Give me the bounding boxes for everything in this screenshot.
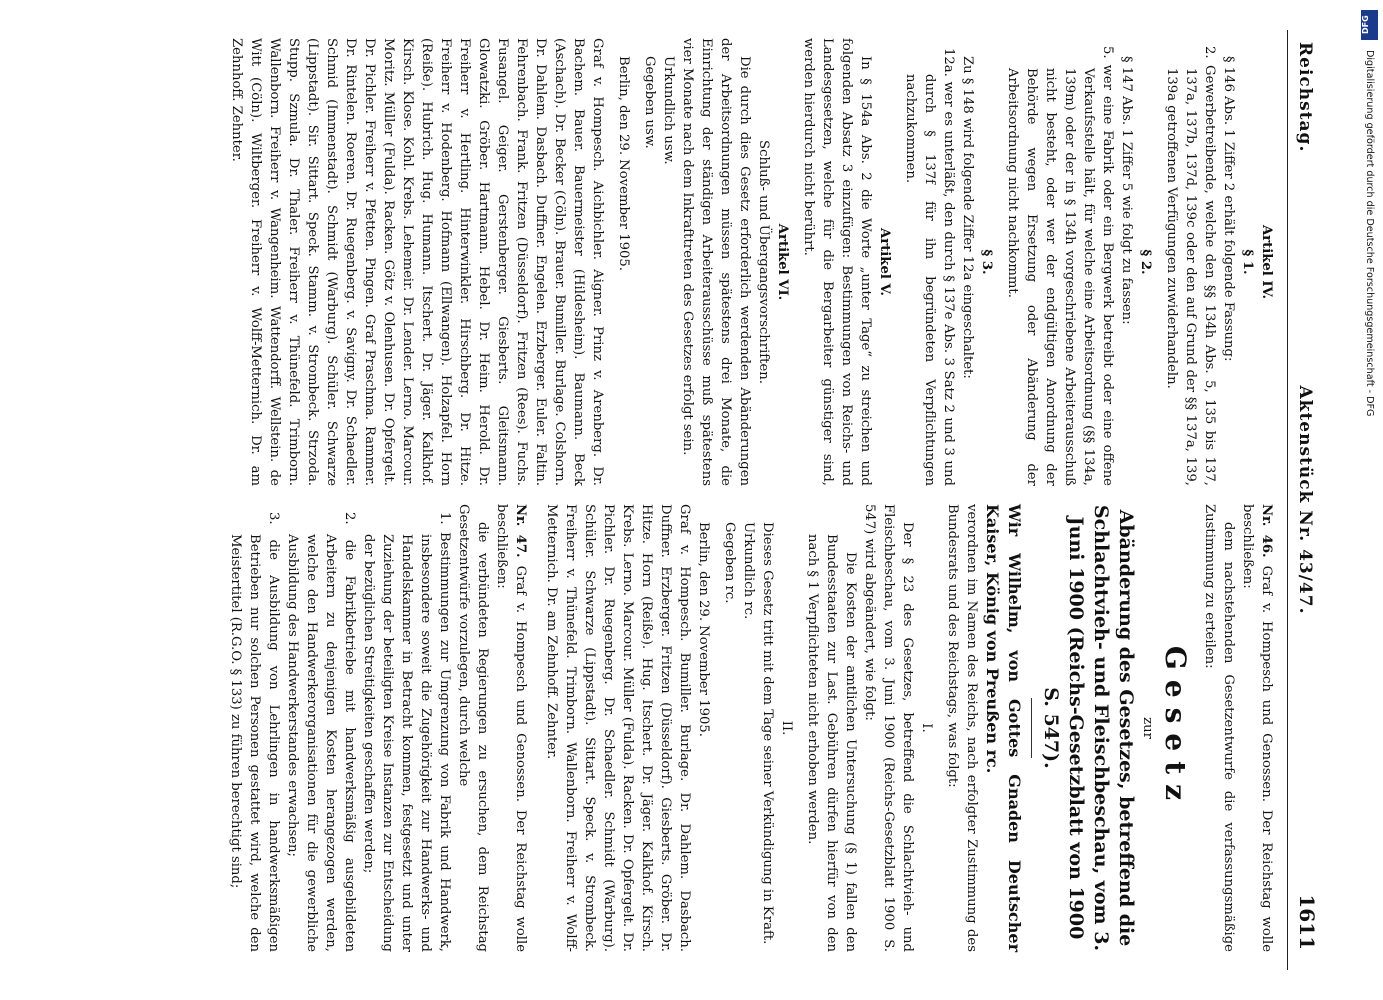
artikel-iv-heading: Artikel IV.: [1259, 224, 1274, 300]
wir-wilhelm: Wir Wilhelm, von Gottes Gnaden Deutscher Kaiser, König von Preußen rc.: [983, 504, 1024, 952]
page-header: [1287, 30, 1320, 970]
divider: [1031, 698, 1032, 758]
roman-ii: II.: [779, 720, 794, 736]
gesetz-title: Gesetz: [1159, 645, 1192, 811]
par-3-intro: Zu § 148 wird folgende Ziffer 12a eingeschaltet:: [960, 56, 975, 379]
gegeben-line: Gegeben usw.: [642, 56, 657, 149]
gegeben-line-right: Gegeben rc.: [722, 522, 737, 604]
law-title: Abänderung des Gesetzes, betreffend die Schlachtvieh- und Fleischbeschau, vom 3. Juni 1900 (Reichs-Gesetzblatt von 1900 S. 547).: [1040, 504, 1137, 952]
zur-word: zur: [1140, 717, 1155, 739]
nr-47-item-1: 1. Bestimmungen zur Umgrenzung von Fabrik und Handwerk, insbesondere soweit die Zugehörigkeit zur Handwerks- und Handelskammer in Betracht kommen, festgesetzt und unter Zuziehung der beteiligten Kreise Instanzen zur Entscheidung der bezüglichen Streitigkeiten geschaffen werden;: [361, 512, 452, 952]
right-column: [226, 504, 1276, 952]
digitization-sidebar: [1358, 10, 1380, 670]
nr-47-text: die verbündeten Regierungen zu ersuchen, dem Reichstag Gesetzentwürfe vorzulegen, durch welche: [456, 504, 490, 952]
nr-46-heading: Nr. 46.: [1259, 504, 1274, 558]
artikel-v-heading: Artikel V.: [877, 228, 892, 296]
nr-46-block: [1238, 504, 1276, 952]
date-line: Berlin, den 29. November 1905.: [616, 56, 631, 271]
date-line-right: Berlin, den 29. November 1905.: [696, 522, 711, 737]
par-2-heading: § 2.: [1138, 249, 1153, 275]
nr-47-item-3: 3. die Ausbildung von Lehrlingen in handwerksmäßigen Betrieben nur solchen Personen gestattet wird, welche den Meistertitel (R.G.O. § 133) zu führen berechtigt sind;: [228, 512, 281, 952]
artikel-vi-subheading: Schluß- und Übergangsvorschriften.: [756, 140, 771, 384]
document-page: [20, 30, 1320, 970]
par-1-heading: § 1.: [1240, 249, 1255, 275]
nr-47-heading: Nr. 47.: [513, 504, 528, 558]
par-1-intro: § 146 Abs. 1 Ziffer 2 erhält folgende Fassung:: [1221, 56, 1236, 362]
artikel-vi-text: Die durch dies Gesetz erforderlich werdenden Abänderungen der Arbeitsordnungen müssen spätestens drei Monate, die Einrichtung der ständigen Arbeiterausschüsse muß spätestens vier Monate nach dem Inkrafttreten des Gesetzes erfolgt sein.: [680, 38, 752, 486]
left-column: [227, 38, 1276, 486]
roman-i: I.: [919, 723, 934, 733]
par-1-item: 2. Gewerbetreibende, welche den §§ 134h Abs. 5, 135 bis 137, 137a, 137b, 137d, 139c oder den auf Grund der §§ 137a, 139, 139a getroffenen Verfügungen zuwiderhandeln.: [1164, 46, 1217, 486]
dfg-logo: DFG: [1361, 10, 1378, 40]
urkundlich-line: Urkundlich usw.: [661, 56, 676, 165]
header-left: Reichstag.: [1295, 42, 1315, 153]
section-1-text: Der § 23 des Gesetzes, betreffend die Schlachtvieh- und Fleischbeschau, vom 3. Juni 1900 (Reichs-Gesetzblatt 1900 S. 547) wird abgeändert, wie folgt:: [862, 504, 915, 952]
par-3-heading: § 3.: [979, 249, 994, 275]
signatories-list: Graf v. Hompesch. Aichbichler. Aigner. Prinz v. Arenberg. Dr. Bachem. Bauer. Bauermeister (Hildesheim). Baumann. Beck (Aschach). Dr. Becker (Cöln). Brauer. Bumiller. Burlage. Colshorn. Dr. Dahlem. Dasbach. Duffner. Engelen. Erzberger. Euler. Faltin. Fehrenbach. Frank. Fritzen (Düsseldorf). Fritzen (Rees). Fuchs. Fusangel. Geiger. Gerstenberger. Giesberts. Gleitsmann. Glowatzki. Gröber. Hartmann. Hebel. Dr. Heim. Herold. Dr. Freiherr v. Hertling. Hinterwinkler. Hirschberg. Dr. Hitze. Freiherr v. Hodenberg. Hofmann (Ellwangen). Holzapfel. Horn (Reiße). Hubrich. Hug. Humann. Itschert. Dr. Jäger. Kalkhof. Kirsch. Klose. Kohl. Krebs. Lehemeir. Dr. Lender. Lerno. Marcour. Moritz. Müller (Fulda). Racken. Götz v. Olenhusen. Dr. Opfergelt. Dr. Pichler. Freiherr v. Pfetten. Pingen. Graf Praschma. Rammer. Dr. Rintelen. Roeren. Dr. Ruegenberg. v. Savigny. Dr. Schaedler. Schmid (Immenstadt). Schmidt (Warburg). Schüler. Schwarze (Lippstadt). Sir. Sittart. Speck. Stamm. v. Strombeck. Strzoda. Stupp. Szmula. Dr. Thaler. Freiherr v. Thünefeld. Trimborn. Wallenborn. Freiherr v. Wangenheim. Wattendorff. Wellstein. de Witt (Cöln). Wiltberger. Freiherr v. Wolff-Metternich. Dr. am Zehnhoff. Zehnter.: [229, 38, 605, 486]
nr-47-intro: Graf v. Hompesch und Genossen. Der Reichstag wolle beschließen:: [494, 504, 528, 952]
page-number: 1611: [1295, 894, 1319, 950]
signatories-list-right: Graf v. Hompesch. Bumiller. Burlage. Dr. Dahlem. Dasbach. Duffner. Erzberger. Fritzen (Düsseldorf). Giesberts. Gröber. Dr. Hitze. Horn (Reiße). Hug. Itschert. Dr. Jäger. Kalkhof. Kirsch. Krebs. Lerno. Marcour. Müller (Fulda). Racken. Dr. Opfergelt. Dr. Pichler. Dr. Ruegenberg. Dr. Schaedler. Schmidt (Warburg). Schüler. Schwarze (Lippstadt). Sittart. Speck. v. Strombeck. Freiherr v. Thünefeld. Trimborn. Wallenborn. Freiherr v. Wolff-Metternich. Dr. am Zehnhoff. Zehnter.: [544, 504, 692, 952]
urkundlich-line-right: Urkundlich rc.: [741, 522, 756, 620]
dfg-credit: Digitalisierung gefördert durch die Deutsche Forschungsgemeinschaft - DFG: [1364, 50, 1375, 417]
section-1-quote: Die Kosten der amtlichen Untersuchung (§ 1) fallen den Bundesstaaten zur Last. Gebühren dürfen hierfür von den nach § 1 Verpflichteten nicht erhoben werden.: [805, 534, 858, 952]
section-2-text: Dieses Gesetz tritt mit dem Tage seiner Verkündigung in Kraft.: [760, 522, 775, 945]
nr-46-text: dem nachstehenden Gesetzentwurfe die verfassungsmäßige Zustimmung zu erteilen:: [1202, 504, 1236, 952]
nr-47-item-2: 2. die Fabrikbetriebe mit handwerksmäßig ausgebildeten Arbeitern zu denjenigen Kosten herangezogen werden, welche den Handwerkerorganisationen für die gewerbliche Ausbildung des Handwerkerstandes erwachsen;: [285, 512, 357, 952]
verordnen-text: verordnen im Namen des Reichs, nach erfolgter Zustimmung des Bundesrats und des Reichstags, was folgt:: [945, 504, 979, 952]
nr-46-intro: Graf v. Hompesch und Genossen. Der Reichstag wolle beschließen:: [1240, 504, 1274, 952]
header-center: Aktenstück Nr. 43/47.: [1295, 385, 1315, 615]
artikel-vi-heading: Artikel VI.: [775, 223, 790, 301]
par-2-item: 5. wer eine Fabrik oder ein Bergwerk betreibt oder eine offene Verkaufsstelle hält, für welche eine Arbeitsordnung (§§ 134a, 139m) oder der in § 134h vorgeschriebene Arbeiterausschuß nicht besteht, oder wer der endgültigen Anordnung der Behörde wegen Ersetzung oder Abänderung der Arbeitsordnung nicht nachkommt.: [1005, 46, 1115, 486]
par-3-item: 12a. wer es unterläßt, den durch § 137e Abs. 3 Satz 2 und 3 und durch § 137f für ihn begründeten Verpflichtungen nachzukommen.: [903, 48, 956, 486]
par-2-intro: § 147 Abs. 1 Ziffer 5 wie folgt zu fassen:: [1119, 56, 1134, 325]
nr-47-block: [492, 504, 530, 952]
artikel-v-text: In § 154a Abs. 2 die Worte „unter Tage“ zu streichen und folgenden Absatz 3 einzufügen: Bestimmungen von Reichs- und Landesgesetzen, welche für die Bergarbeiter günstiger sind, werden hierdurch nicht berührt.: [801, 38, 873, 486]
